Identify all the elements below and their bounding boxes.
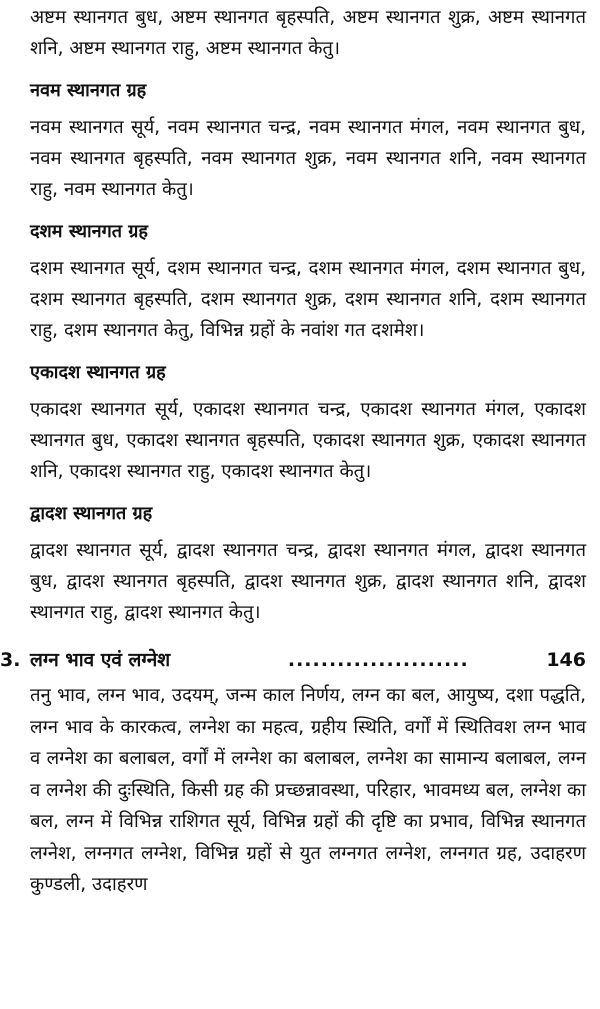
toc-page-number: 146: [546, 649, 586, 671]
section-heading: दशम स्थानगत ग्रह: [30, 221, 148, 242]
chapter-summary-block: [30, 680, 586, 901]
section-ninth-house: [30, 78, 586, 205]
section-heading: द्वादश स्थानगत ग्रह: [30, 503, 153, 524]
toc-title: लग्न भाव एवं लग्नेश: [30, 649, 171, 671]
section-twelfth-house: [30, 501, 586, 628]
section-body: द्वादश स्थानगत सूर्य, द्वादश स्थानगत चन्द्र, द्वादश स्थानगत मंगल, द्वादश स्थानगत बुध, द्वादश स्थानगत बृहस्पति, द्वादश स्थानगत शुक्र, द्वादश स्थानगत शनि, द्वादश स्थानगत राहु, द्वादश स्थानगत केतु।: [30, 540, 586, 623]
chapter-summary: तनु भाव, लग्न भाव, उदयम्, जन्म काल निर्णय, लग्न का बल, आयुष्य, दशा पद्धति, लग्न भाव के कारकत्व, लग्नेश का महत्व, ग्रहीय स्थिति, वर्गों में स्थितिवश लग्न भाव व लग्नेश का बलाबल, वर्गों में लग्नेश का बलाबल, लग्नेश का सामान्य बलाबल, लग्न व लग्नेश की दुःस्थिति, किसी ग्रह की प्रच्छन्नावस्था, परिहार, भावमध्य बल, लग्नेश का बल, लग्न में विभिन्न राशिगत सूर्य, विभिन्न ग्रहों की दृष्टि का प्रभाव, विभिन्न स्थानगत लग्नेश, लग्नगत लग्नेश, विभिन्न ग्रहों से युत लग्नगत लग्नेश, लग्नगत ग्रह, उदाहरण कुण्डली, उदाहरण: [30, 685, 586, 895]
section-body: दशम स्थानगत सूर्य, दशम स्थानगत चन्द्र, दशम स्थानगत मंगल, दशम स्थानगत बुध, दशम स्थानगत बृहस्पति, दशम स्थानगत शुक्र, दशम स्थानगत शनि, दशम स्थानगत राहु, दशम स्थानगत केतु, विभिन्न ग्रहों के नवांश गत दशमेश।: [30, 258, 586, 341]
toc-entry: [0, 646, 586, 674]
section-tenth-house: [30, 219, 586, 346]
section-heading: एकादश स्थानगत ग्रह: [30, 362, 166, 383]
toc-leader-dots: ......................: [287, 649, 469, 671]
section-body: नवम स्थानगत सूर्य, नवम स्थानगत चन्द्र, नवम स्थानगत मंगल, नवम स्थानगत बुध, नवम स्थानगत बृहस्पति, नवम स्थानगत शुक्र, नवम स्थानगत शनि, नवम स्थानगत राहु, नवम स्थानगत केतु।: [30, 117, 586, 200]
section-body: एकादश स्थानगत सूर्य, एकादश स्थानगत चन्द्र, एकादश स्थानगत मंगल, एकादश स्थानगत बुध, एकादश स्थानगत बृहस्पति, एकादश स्थानगत शुक्र, एकादश स्थानगत शनि, एकादश स्थानगत राहु, एकादश स्थानगत केतु।: [30, 399, 586, 482]
section-eleventh-house: [30, 360, 586, 487]
intro-paragraph: अष्टम स्थानगत बुध, अष्टम स्थानगत बृहस्पति, अष्टम स्थानगत शुक्र, अष्टम स्थानगत शनि, अष्टम स्थानगत राहु, अष्टम स्थानगत केतु।: [30, 7, 586, 59]
section-heading: नवम स्थानगत ग्रह: [30, 80, 147, 101]
toc-number: 3.: [0, 649, 21, 671]
